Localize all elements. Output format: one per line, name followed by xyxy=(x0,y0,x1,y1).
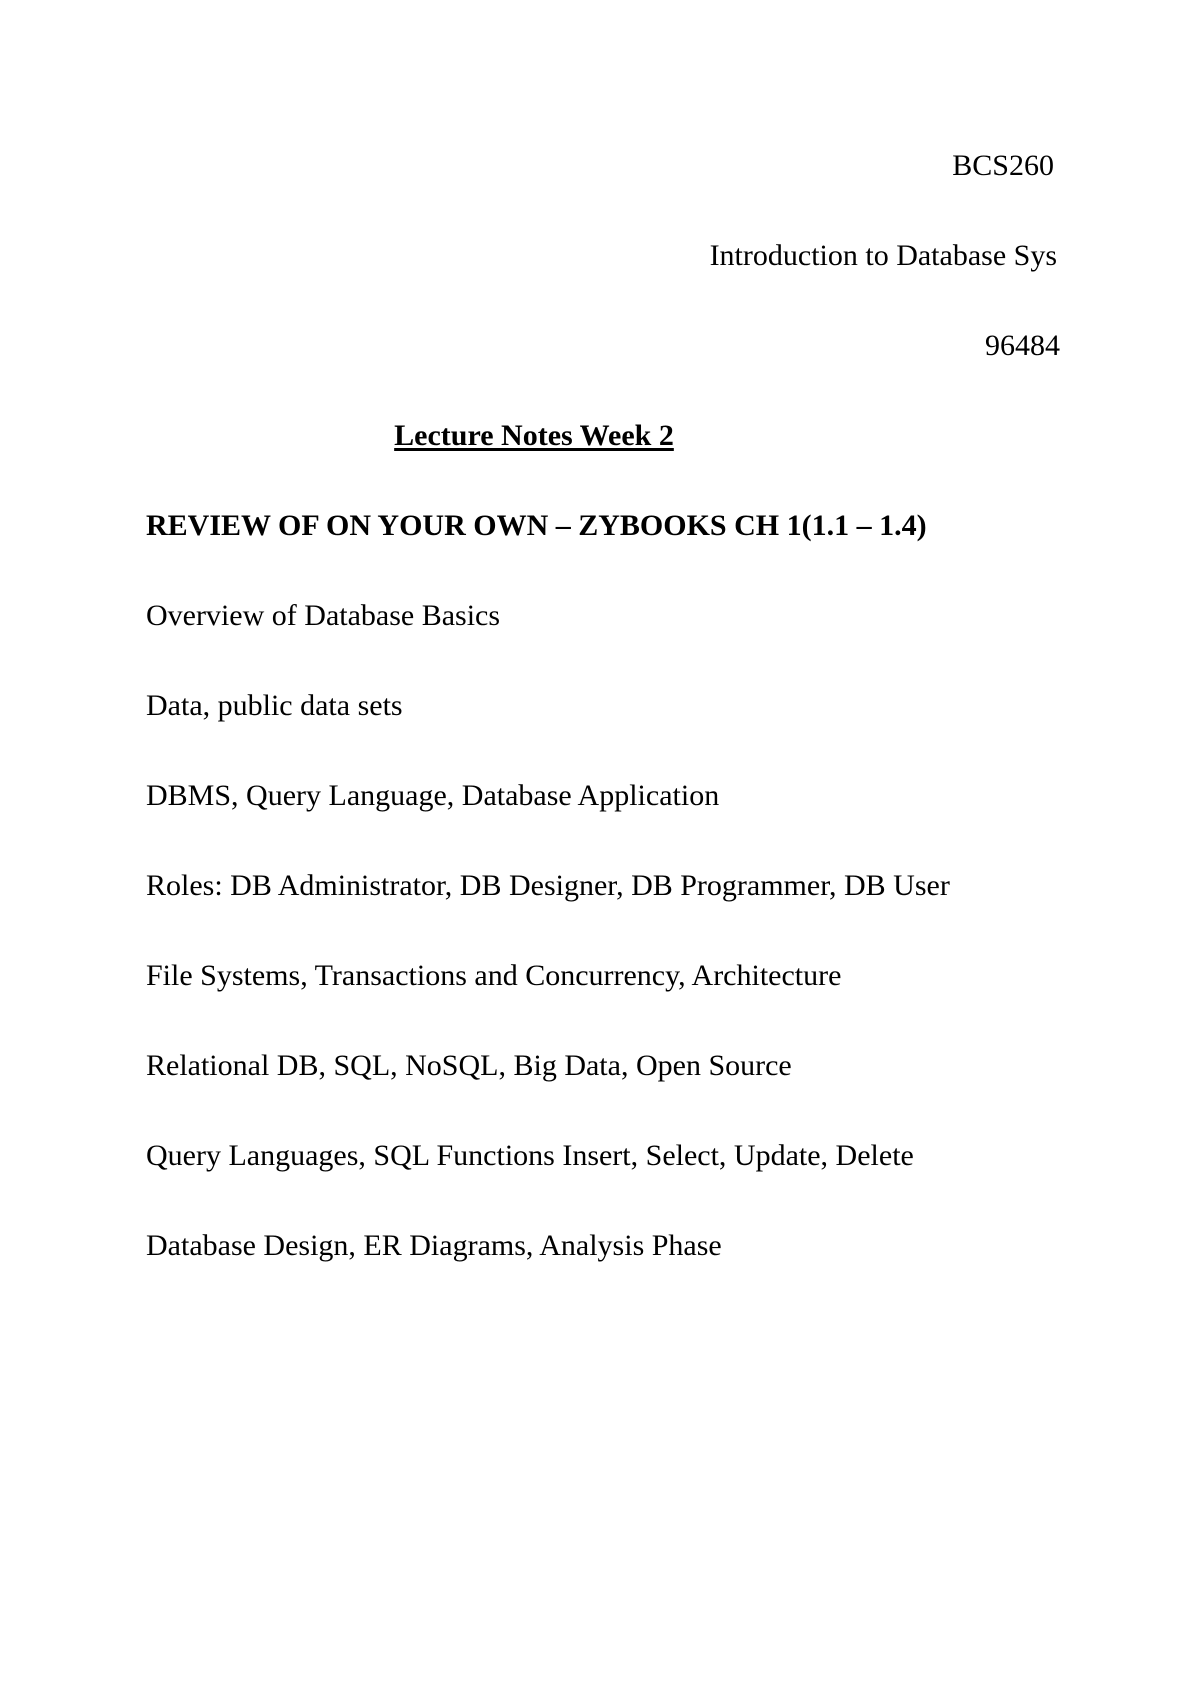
course-code: BCS260 xyxy=(952,149,1054,182)
page-title: Lecture Notes Week 2 xyxy=(394,419,674,452)
topic-item: Overview of Database Basics xyxy=(146,599,501,632)
topic-item: Roles: DB Administrator, DB Designer, DB Programmer, DB User xyxy=(146,869,950,902)
topic-item: Query Languages, SQL Functions Insert, Select, Update, Delete xyxy=(146,1139,914,1172)
topic-item: Data, public data sets xyxy=(146,689,403,722)
topic-item: File Systems, Transactions and Concurrency, Architecture xyxy=(146,959,842,992)
topic-item: DBMS, Query Language, Database Application xyxy=(146,779,720,812)
topic-item: Database Design, ER Diagrams, Analysis Phase xyxy=(146,1229,722,1262)
topic-item: Relational DB, SQL, NoSQL, Big Data, Open Source xyxy=(146,1049,792,1082)
course-title: Introduction to Database Sys xyxy=(709,239,1057,272)
course-number: 96484 xyxy=(985,329,1060,362)
section-heading: REVIEW OF ON YOUR OWN – ZYBOOKS CH 1(1.1 – 1.4) xyxy=(146,509,927,542)
